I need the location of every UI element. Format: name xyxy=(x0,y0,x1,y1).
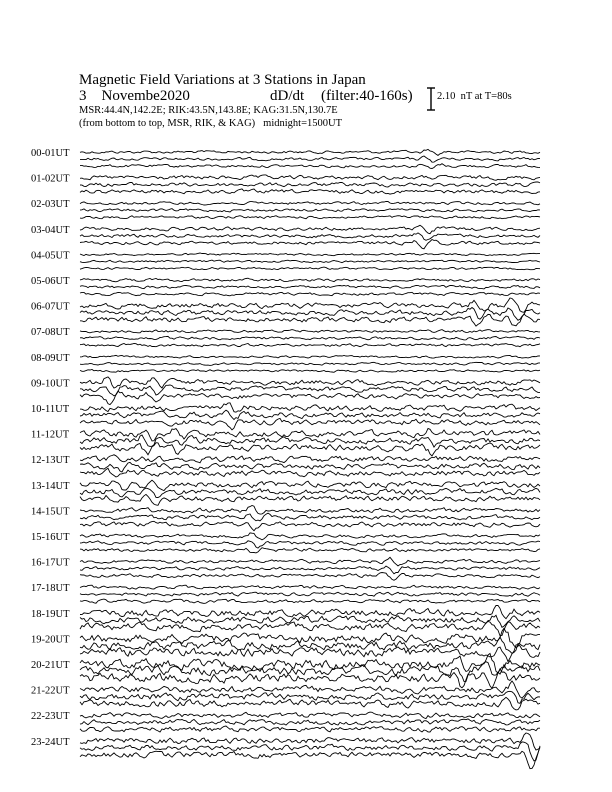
trace-MSR-06-07UT xyxy=(80,314,540,326)
trace-RIK-08-09UT xyxy=(80,362,540,365)
trace-RIK-12-13UT xyxy=(80,462,540,472)
row-label-01-02UT: 01-02UT xyxy=(31,173,70,185)
row-label-13-14UT: 13-14UT xyxy=(31,480,70,492)
trace-KAG-22-23UT xyxy=(80,712,540,719)
trace-MSR-11-12UT xyxy=(80,443,540,456)
midnight-note: midnight=1500UT xyxy=(263,118,343,129)
trace-RIK-16-17UT xyxy=(80,566,540,574)
trace-MSR-08-09UT xyxy=(80,370,540,373)
trace-MSR-03-04UT xyxy=(80,240,540,249)
trace-MSR-17-18UT xyxy=(80,599,540,603)
row-label-04-05UT: 04-05UT xyxy=(31,250,70,262)
trace-MSR-13-14UT xyxy=(80,494,540,505)
trace-MSR-14-15UT xyxy=(80,521,540,530)
row-label-20-21UT: 20-21UT xyxy=(31,660,70,671)
trace-group xyxy=(80,149,540,768)
trace-KAG-07-08UT xyxy=(80,330,540,333)
row-label-08-09UT: 08-09UT xyxy=(31,352,70,364)
row-label-group xyxy=(31,148,70,748)
order-note: (from bottom to top, MSR, RIK, & KAG) xyxy=(79,118,256,129)
trace-RIK-22-23UT xyxy=(80,719,540,725)
trace-MSR-12-13UT xyxy=(80,468,540,477)
row-label-11-12UT: 11-12UT xyxy=(31,429,70,441)
trace-RIK-14-15UT xyxy=(80,513,540,521)
scale-bar xyxy=(427,88,435,110)
trace-RIK-03-04UT xyxy=(80,233,540,240)
trace-KAG-08-09UT xyxy=(80,355,540,358)
row-label-02-03UT: 02-03UT xyxy=(31,199,70,211)
row-label-09-10UT: 09-10UT xyxy=(31,378,70,390)
filter-label: (filter:40-160s) xyxy=(321,88,413,104)
scale-bar-label: 2.10 nT at T=80s xyxy=(437,91,512,102)
trace-RIK-10-11UT xyxy=(80,410,540,419)
row-label-18-19UT: 18-19UT xyxy=(31,608,70,620)
trace-MSR-02-03UT xyxy=(80,216,540,219)
trace-RIK-04-05UT xyxy=(80,260,540,263)
trace-RIK-07-08UT xyxy=(80,336,540,340)
order-note-line xyxy=(79,119,342,130)
row-label-10-11UT: 10-11UT xyxy=(31,404,70,415)
trace-KAG-14-15UT xyxy=(80,506,540,515)
trace-RIK-17-18UT xyxy=(80,592,540,596)
trace-KAG-18-19UT xyxy=(80,605,540,618)
trace-KAG-00-01UT xyxy=(80,149,540,155)
trace-RIK-00-01UT xyxy=(80,156,540,162)
trace-RIK-02-03UT xyxy=(80,209,540,212)
trace-RIK-13-14UT xyxy=(80,488,540,497)
row-label-16-17UT: 16-17UT xyxy=(31,557,70,569)
date-label: 3 Novembe2020 xyxy=(79,88,190,104)
row-label-23-24UT: 23-24UT xyxy=(31,736,70,748)
trace-MSR-23-24UT xyxy=(80,747,540,769)
row-label-12-13UT: 12-13UT xyxy=(31,455,70,467)
trace-RIK-21-22UT xyxy=(80,691,540,703)
station-coordinates: MSR:44.4N,142.2E; RIK:43.5N,143.8E; KAG:31.5N,130.7E xyxy=(79,105,338,116)
row-label-21-22UT: 21-22UT xyxy=(31,685,70,697)
row-label-06-07UT: 06-07UT xyxy=(31,301,70,313)
trace-RIK-01-02UT xyxy=(80,182,540,187)
trace-RIK-19-20UT xyxy=(80,637,540,654)
date-and-filter-line xyxy=(79,88,413,104)
trace-MSR-07-08UT xyxy=(80,344,540,347)
trace-MSR-01-02UT xyxy=(80,189,540,194)
trace-MSR-09-10UT xyxy=(80,391,540,405)
row-label-07-08UT: 07-08UT xyxy=(31,327,70,339)
trace-KAG-16-17UT xyxy=(80,557,540,566)
trace-KAG-03-04UT xyxy=(80,225,540,233)
trace-KAG-21-22UT xyxy=(80,681,540,698)
trace-RIK-18-19UT xyxy=(80,615,540,627)
row-label-03-04UT: 03-04UT xyxy=(31,224,70,236)
trace-KAG-15-16UT xyxy=(80,533,540,540)
trace-MSR-18-19UT xyxy=(80,621,540,635)
row-label-17-18UT: 17-18UT xyxy=(31,583,70,595)
trace-KAG-06-07UT xyxy=(80,298,540,312)
trace-KAG-17-18UT xyxy=(80,585,540,589)
trace-KAG-12-13UT xyxy=(80,455,540,463)
trace-MSR-10-11UT xyxy=(80,418,540,430)
row-label-00-01UT: 00-01UT xyxy=(31,148,70,159)
chart-title: Magnetic Field Variations at 3 Stations in Japan xyxy=(79,72,366,88)
trace-KAG-10-11UT xyxy=(80,403,540,412)
row-label-05-06UT: 05-06UT xyxy=(31,276,70,287)
trace-MSR-21-22UT xyxy=(80,697,540,710)
trace-MSR-00-01UT xyxy=(80,164,540,169)
quantity-label: dD/dt xyxy=(270,88,305,104)
trace-KAG-01-02UT xyxy=(80,175,540,180)
trace-MSR-05-06UT xyxy=(80,292,540,296)
trace-MSR-15-16UT xyxy=(80,548,540,553)
trace-MSR-22-23UT xyxy=(80,726,540,732)
trace-MSR-04-05UT xyxy=(80,267,540,270)
trace-RIK-05-06UT xyxy=(80,285,540,289)
row-label-14-15UT: 14-15UT xyxy=(31,506,70,518)
trace-KAG-05-06UT xyxy=(80,278,540,282)
trace-KAG-02-03UT xyxy=(80,202,540,206)
row-label-19-20UT: 19-20UT xyxy=(31,634,70,646)
trace-KAG-23-24UT xyxy=(80,733,540,750)
trace-MSR-16-17UT xyxy=(80,573,540,581)
trace-KAG-04-05UT xyxy=(80,253,540,256)
row-label-15-16UT: 15-16UT xyxy=(31,532,70,543)
trace-RIK-15-16UT xyxy=(80,541,540,548)
trace-RIK-23-24UT xyxy=(80,742,540,761)
row-label-22-23UT: 22-23UT xyxy=(31,711,70,723)
